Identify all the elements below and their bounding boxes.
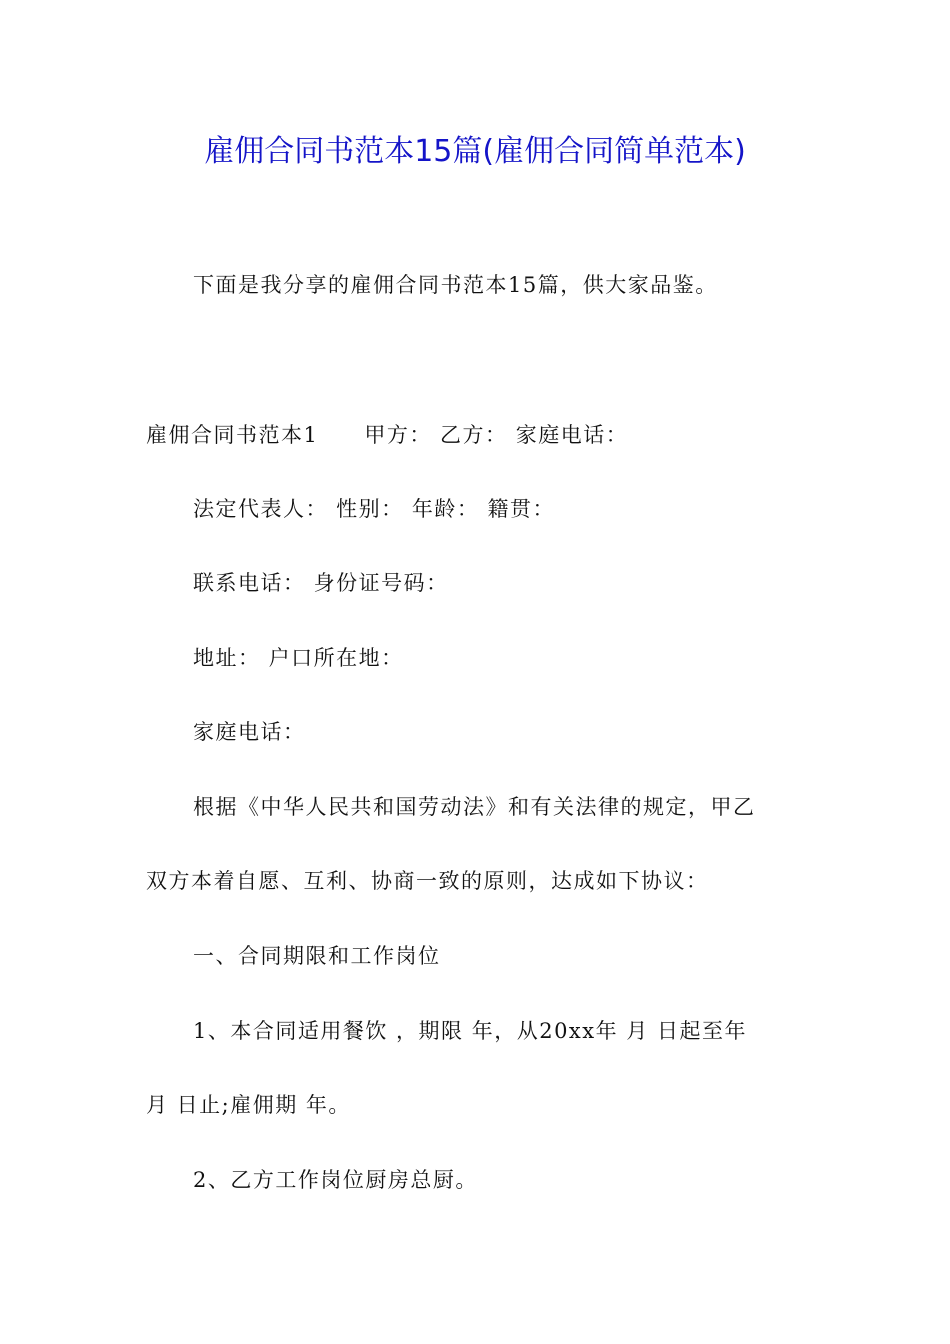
home-phone-field: 家庭电话： <box>193 720 306 744</box>
document-title: 雇佣合同书范本15篇(雇佣合同简单范本) <box>204 134 746 169</box>
clause-1-heading: 一、合同期限和工作岗位 <box>193 944 441 968</box>
section-heading-line <box>146 420 628 450</box>
contact-fields: 联系电话： 身份证号码： <box>193 571 449 595</box>
clause-1-1-line-1: 1、本合同适用餐饮 ，期限 年，从20xx年 月 日起至年 <box>193 1019 747 1043</box>
section-heading: 雇佣合同书范本1 <box>146 423 319 447</box>
basis-paragraph-line-2: 双方本着自愿、互利、协商一致的原则，达成如下协议： <box>146 869 709 893</box>
address-fields: 地址： 户口所在地： <box>193 646 404 670</box>
party-fields: 甲方： 乙方： 家庭电话： <box>364 423 629 447</box>
intro-paragraph: 下面是我分享的雇佣合同书范本15篇，供大家品鉴。 <box>193 273 718 297</box>
basis-paragraph-line-1: 根据《中华人民共和国劳动法》和有关法律的规定，甲乙 <box>193 795 756 819</box>
representative-fields: 法定代表人： 性别： 年龄： 籍贯： <box>193 497 556 521</box>
clause-1-1-line-2: 月 日止;雇佣期 年。 <box>146 1093 351 1117</box>
clause-1-2: 2、乙方工作岗位厨房总厨。 <box>193 1168 478 1192</box>
